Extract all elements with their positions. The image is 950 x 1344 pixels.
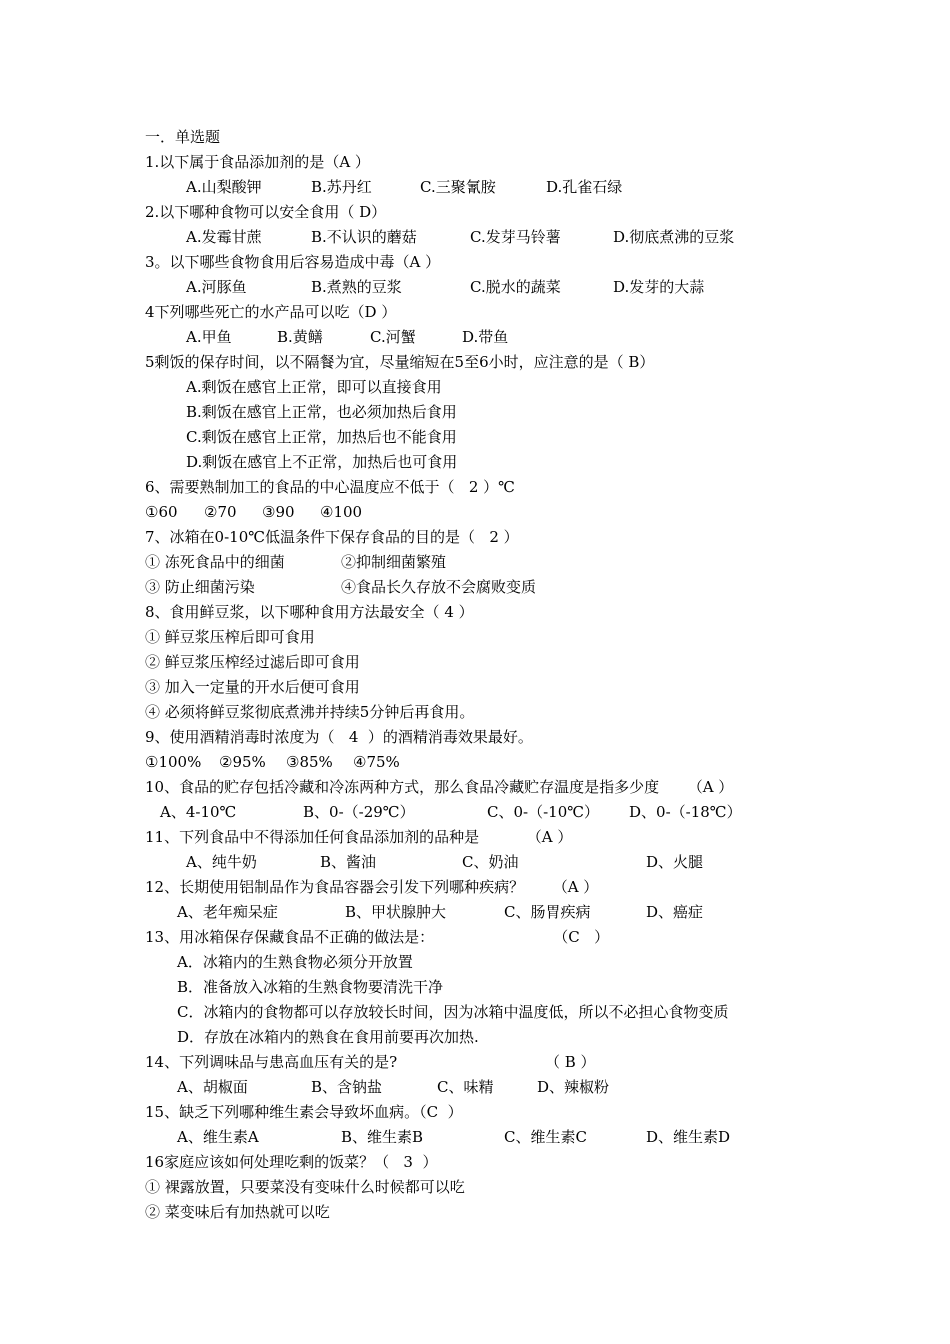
question-14-options bbox=[0, 1075, 950, 1100]
question-11-stem: 11、下列食品中不得添加任何食品添加剂的品种是 （A ） bbox=[145, 828, 573, 846]
option-a: A、维生素A bbox=[177, 1128, 259, 1146]
section-title: 一．单选题 bbox=[145, 128, 221, 146]
question-5-option-d: D.剩饭在感官上不正常，加热后也可食用 bbox=[186, 453, 458, 471]
option-3: ③ 防止细菌污染 bbox=[145, 578, 255, 596]
question-10-stem: 10、食品的贮存包括冷藏和冷冻两种方式，那么食品冷藏贮存温度是指多少度 （A ） bbox=[145, 778, 734, 796]
option-3: ③85% bbox=[286, 753, 333, 771]
question-3-stem: 3。以下哪些食物食用后容易造成中毒（A ） bbox=[145, 253, 441, 271]
option-c: C.发芽马铃薯 bbox=[470, 228, 561, 246]
question-13-option-a: A．冰箱内的生熟食物必须分开放置 bbox=[177, 953, 413, 971]
option-3: ③90 bbox=[262, 503, 295, 521]
option-2: ②抑制细菌繁殖 bbox=[341, 553, 447, 571]
option-c: C.河蟹 bbox=[370, 328, 416, 346]
question-5-option-b: B.剩饭在感官上正常，也必须加热后食用 bbox=[186, 403, 457, 421]
question-15-stem: 15、缺乏下列哪种维生素会导致坏血病。（C ） bbox=[145, 1103, 463, 1121]
question-3-options bbox=[0, 275, 950, 300]
question-8-stem: 8、食用鲜豆浆，以下哪种食用方法最安全（ 4 ） bbox=[145, 603, 474, 621]
question-8-option-2: ② 鲜豆浆压榨经过滤后即可食用 bbox=[145, 653, 360, 671]
option-b: B.煮熟的豆浆 bbox=[311, 278, 402, 296]
question-5-option-a: A.剩饭在感官上正常，即可以直接食用 bbox=[186, 378, 442, 396]
option-a: A.河豚鱼 bbox=[186, 278, 247, 296]
option-1: ① 冻死食品中的细菌 bbox=[145, 553, 285, 571]
question-8-option-4: ④ 必须将鲜豆浆彻底煮沸并持续5分钟后再食用。 bbox=[145, 703, 475, 721]
option-d: D、辣椒粉 bbox=[537, 1078, 610, 1096]
option-c: C、奶油 bbox=[462, 853, 519, 871]
question-1-options bbox=[0, 175, 950, 200]
question-13-stem: 13、用冰箱保存保藏食品不正确的做法是： （C ） bbox=[145, 928, 610, 946]
option-4: ④食品长久存放不会腐败变质 bbox=[341, 578, 537, 596]
option-a: A、4-10℃ bbox=[160, 803, 237, 821]
option-c: C、0-（-10℃） bbox=[487, 803, 600, 821]
question-13-option-c: C．冰箱内的食物都可以存放较长时间，因为冰箱中温度低，所以不必担心食物变质 bbox=[177, 1003, 729, 1021]
option-d: D.带鱼 bbox=[462, 328, 509, 346]
question-2-options bbox=[0, 225, 950, 250]
question-7-options-row-2 bbox=[0, 575, 950, 600]
option-d: D、火腿 bbox=[646, 853, 704, 871]
question-11-options bbox=[0, 850, 950, 875]
option-c: C.脱水的蔬菜 bbox=[470, 278, 561, 296]
option-d: D.发芽的大蒜 bbox=[613, 278, 705, 296]
option-a: A、老年痴呆症 bbox=[177, 903, 278, 921]
question-13-option-b: B．准备放入冰箱的生熟食物要清洗干净 bbox=[177, 978, 444, 996]
question-12-options bbox=[0, 900, 950, 925]
option-1: ①100% bbox=[145, 753, 202, 771]
question-9-options bbox=[0, 750, 950, 775]
option-d: D.孔雀石绿 bbox=[546, 178, 623, 196]
question-6-stem: 6、需要熟制加工的食品的中心温度应不低于（ 2 ）℃ bbox=[145, 478, 515, 496]
option-b: B.苏丹红 bbox=[311, 178, 372, 196]
option-1: ①60 bbox=[145, 503, 178, 521]
option-4: ④75% bbox=[353, 753, 400, 771]
question-13-option-d: D．存放在冰箱内的熟食在食用前要再次加热. bbox=[177, 1028, 479, 1046]
question-12-stem: 12、长期使用铝制品作为食品容器会引发下列哪种疾病？ （A ） bbox=[145, 878, 599, 896]
question-1-stem: 1.以下属于食品添加剂的是（A ） bbox=[145, 153, 370, 171]
option-a: A.山梨酸钾 bbox=[186, 178, 262, 196]
question-14-stem: 14、下列调味品与患高血压有关的是? （ B ） bbox=[145, 1053, 596, 1071]
question-6-options bbox=[0, 500, 950, 525]
question-16-option-1: ① 裸露放置，只要菜没有变味什么时候都可以吃 bbox=[145, 1178, 465, 1196]
option-c: C、肠胃疾病 bbox=[504, 903, 591, 921]
question-10-options bbox=[0, 800, 950, 825]
question-4-stem: 4下列哪些死亡的水产品可以吃（D ） bbox=[145, 303, 397, 321]
option-d: D、0-（-18℃） bbox=[629, 803, 742, 821]
question-5-option-c: C.剩饭在感官上正常，加热后也不能食用 bbox=[186, 428, 457, 446]
option-b: B、含钠盐 bbox=[311, 1078, 383, 1096]
question-7-stem: 7、冰箱在0-10℃低温条件下保存食品的目的是（ 2 ） bbox=[145, 528, 519, 546]
option-b: B、甲状腺肿大 bbox=[345, 903, 447, 921]
option-b: B.不认识的蘑菇 bbox=[311, 228, 417, 246]
question-5-stem: 5剩饭的保存时间，以不隔餐为宜，尽量缩短在5至6小时，应注意的是（ B） bbox=[145, 353, 655, 371]
question-2-stem: 2.以下哪种食物可以安全食用（ D） bbox=[145, 203, 387, 221]
question-15-options bbox=[0, 1125, 950, 1150]
option-2: ②95% bbox=[219, 753, 266, 771]
option-4: ④100 bbox=[320, 503, 363, 521]
option-c: C、味精 bbox=[437, 1078, 494, 1096]
option-2: ②70 bbox=[204, 503, 237, 521]
option-c: C.三聚氰胺 bbox=[420, 178, 496, 196]
option-a: A、胡椒面 bbox=[177, 1078, 248, 1096]
option-a: A.发霉甘蔗 bbox=[186, 228, 262, 246]
option-d: D.彻底煮沸的豆浆 bbox=[613, 228, 735, 246]
option-d: D、维生素D bbox=[646, 1128, 731, 1146]
question-16-option-2: ② 菜变味后有加热就可以吃 bbox=[145, 1203, 330, 1221]
question-8-option-1: ① 鲜豆浆压榨后即可食用 bbox=[145, 628, 315, 646]
option-d: D、癌症 bbox=[646, 903, 704, 921]
option-a: A.甲鱼 bbox=[186, 328, 232, 346]
question-7-options-row-1 bbox=[0, 550, 950, 575]
option-b: B、酱油 bbox=[320, 853, 377, 871]
question-4-options bbox=[0, 325, 950, 350]
question-16-stem: 16家庭应该如何处理吃剩的饭菜？（ 3 ） bbox=[145, 1153, 438, 1171]
option-a: A、纯牛奶 bbox=[186, 853, 257, 871]
question-8-option-3: ③ 加入一定量的开水后便可食用 bbox=[145, 678, 360, 696]
option-b: B、维生素B bbox=[341, 1128, 424, 1146]
option-b: B、0-（-29℃） bbox=[303, 803, 415, 821]
option-c: C、维生素C bbox=[504, 1128, 587, 1146]
option-b: B.黄鳝 bbox=[277, 328, 323, 346]
question-9-stem: 9、使用酒精消毒时浓度为（ 4 ）的酒精消毒效果最好。 bbox=[145, 728, 533, 746]
